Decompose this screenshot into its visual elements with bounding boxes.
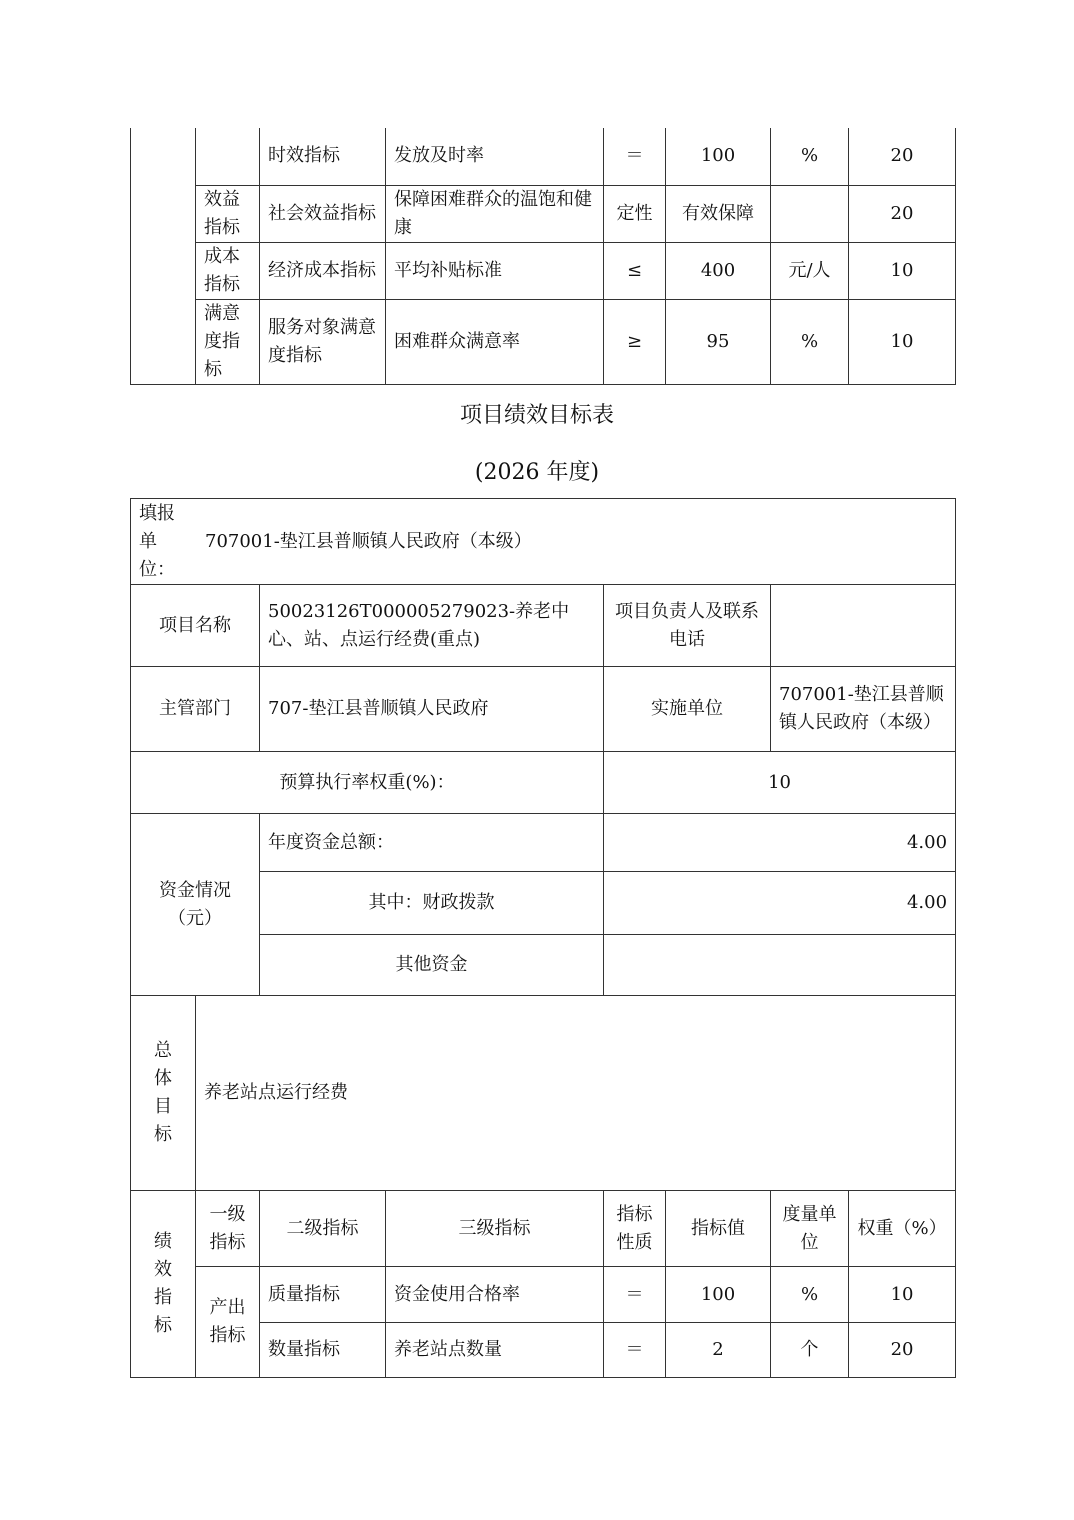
page-subtitle: (2026 年度) [474, 460, 600, 485]
table-row: 时效指标 发放及时率 ＝ 100 % 20 [131, 128, 956, 185]
table-row: 满意度指标 服务对象满意度指标 困难群众满意率 ≥ 95 % 10 [131, 299, 956, 384]
funds-row: 其他资金 [131, 935, 956, 996]
table-row: 数量指标 养老站点数量 ＝ 2 个 20 [131, 1323, 956, 1378]
project-name-row: 项目名称 50023126T000005279023-养老中心、站、点运行经费(重点) 项目负责人及联系电话 [131, 585, 956, 667]
previous-indicator-table [130, 128, 956, 385]
indicator-header-row: 绩效指标 一级指标 二级指标 三级指标 指标性质 指标值 度量单位 权重（%） [131, 1191, 956, 1267]
table-row: 成本指标 经济成本指标 平均补贴标准 ≤ 400 元/人 10 [131, 242, 956, 299]
page-title: 项目绩效目标表 [459, 403, 614, 428]
performance-target-table [130, 498, 956, 1378]
overall-goal-row: 总体目标 养老站点运行经费 [131, 996, 956, 1191]
table-row: 效益指标 社会效益指标 保障困难群众的温饱和健康 定性 有效保障 20 [131, 185, 956, 242]
reporting-unit-row: 填报单位： 707001-垫江县普顺镇人民政府（本级） [131, 499, 956, 585]
funds-row: 其中：财政拨款 4.00 [131, 872, 956, 935]
funds-row: 资金情况（元） 年度资金总额： 4.00 [131, 814, 956, 872]
table-row: 产出指标 质量指标 资金使用合格率 ＝ 100 % 10 [131, 1267, 956, 1323]
budget-rate-row: 预算执行率权重(%)： 10 [131, 752, 956, 814]
department-row: 主管部门 707-垫江县普顺镇人民政府 实施单位 707001-垫江县普顺镇人民政府（本级） [131, 667, 956, 752]
